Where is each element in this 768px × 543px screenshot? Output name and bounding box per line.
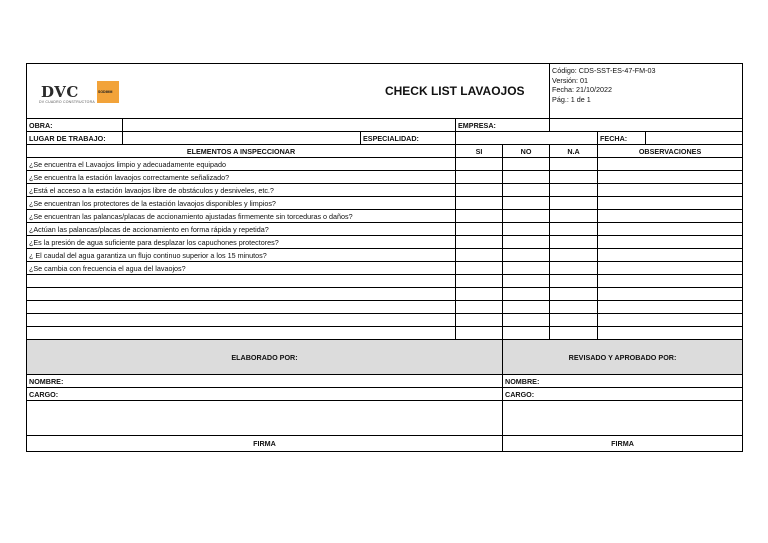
answer-no-cell[interactable] — [503, 249, 550, 262]
elaborado-nombre[interactable]: NOMBRE: — [27, 375, 503, 388]
elaborado-header: ELABORADO POR: — [27, 340, 503, 375]
answer-na-cell[interactable] — [550, 288, 598, 301]
answer-no-cell[interactable] — [503, 197, 550, 210]
question-text — [27, 327, 456, 340]
answer-no-cell[interactable] — [503, 210, 550, 223]
meta-fecha: Fecha: 21/10/2022 — [552, 85, 612, 94]
answer-no-cell[interactable] — [503, 301, 550, 314]
col-si: SI — [456, 145, 503, 158]
answer-si-cell[interactable] — [456, 158, 503, 171]
answer-no-cell[interactable] — [503, 223, 550, 236]
table-row — [27, 275, 743, 288]
answer-si-cell[interactable] — [456, 210, 503, 223]
answer-si-cell[interactable] — [456, 223, 503, 236]
answer-na-cell[interactable] — [550, 171, 598, 184]
revisado-header: REVISADO Y APROBADO POR: — [503, 340, 743, 375]
table-row — [27, 327, 743, 340]
question-text: ¿Se cambia con frecuencia el agua del lavaojos? — [27, 262, 456, 275]
question-rows — [27, 158, 743, 340]
answer-na-cell[interactable] — [550, 184, 598, 197]
document-meta — [550, 64, 743, 119]
table-row — [27, 210, 743, 223]
question-text: ¿Se encuentran las palancas/placas de accionamiento ajustadas firmemente sin torceduras o daños? — [27, 210, 456, 223]
answer-si-cell[interactable] — [456, 249, 503, 262]
observaciones-cell[interactable] — [598, 158, 743, 171]
col-elementos: ELEMENTOS A INSPECCIONAR — [27, 145, 456, 158]
empresa-field[interactable] — [550, 119, 743, 132]
answer-si-cell[interactable] — [456, 171, 503, 184]
empresa-label: EMPRESA: — [456, 119, 550, 132]
observaciones-cell[interactable] — [598, 184, 743, 197]
answer-si-cell[interactable] — [456, 262, 503, 275]
observaciones-cell[interactable] — [598, 327, 743, 340]
question-text: ¿Es la presión de agua suficiente para desplazar los capuchones protectores? — [27, 236, 456, 249]
observaciones-cell[interactable] — [598, 197, 743, 210]
question-text: ¿Está el acceso a la estación lavaojos libre de obstáculos y desniveles, etc.? — [27, 184, 456, 197]
table-row — [27, 262, 743, 275]
especialidad-label: ESPECIALIDAD: — [361, 132, 456, 145]
table-row — [27, 314, 743, 327]
meta-pag: Pág.: 1 de 1 — [552, 94, 591, 104]
answer-no-cell[interactable] — [503, 288, 550, 301]
observaciones-cell[interactable] — [598, 262, 743, 275]
document-title: CHECK LIST LAVAOJOS — [361, 64, 550, 119]
table-row — [27, 236, 743, 249]
sodimm-logo: SODIMM — [97, 81, 119, 103]
answer-si-cell[interactable] — [456, 236, 503, 249]
observaciones-cell[interactable] — [598, 275, 743, 288]
question-text — [27, 301, 456, 314]
answer-no-cell[interactable] — [503, 184, 550, 197]
observaciones-cell[interactable] — [598, 249, 743, 262]
observaciones-cell[interactable] — [598, 288, 743, 301]
answer-na-cell[interactable] — [550, 158, 598, 171]
meta-codigo: Código: CDS-SST-ES-47-FM-03 — [552, 66, 656, 75]
answer-si-cell[interactable] — [456, 275, 503, 288]
observaciones-cell[interactable] — [598, 236, 743, 249]
question-text: ¿Se encuentran los protectores de la estación lavaojos disponibles y limpios? — [27, 197, 456, 210]
meta-version: Versión: 01 — [552, 75, 588, 85]
answer-si-cell[interactable] — [456, 288, 503, 301]
revisado-firma: FIRMA — [503, 436, 743, 452]
checklist-sheet — [26, 63, 742, 452]
answer-na-cell[interactable] — [550, 314, 598, 327]
answer-si-cell[interactable] — [456, 197, 503, 210]
question-text: ¿Se encuentra el Lavaojos limpio y adecuadamente equipado — [27, 158, 456, 171]
revisado-signature-box[interactable] — [503, 401, 743, 436]
answer-no-cell[interactable] — [503, 236, 550, 249]
observaciones-cell[interactable] — [598, 223, 743, 236]
question-text — [27, 288, 456, 301]
answer-na-cell[interactable] — [550, 262, 598, 275]
elaborado-firma: FIRMA — [27, 436, 503, 452]
revisado-nombre[interactable]: NOMBRE: — [503, 375, 743, 388]
table-row — [27, 184, 743, 197]
observaciones-cell[interactable] — [598, 171, 743, 184]
answer-no-cell[interactable] — [503, 158, 550, 171]
dvc-logo-subtext: DV CUADRO CONSTRUCTORA — [39, 100, 95, 104]
answer-si-cell[interactable] — [456, 184, 503, 197]
answer-no-cell[interactable] — [503, 275, 550, 288]
col-no: NO — [503, 145, 550, 158]
observaciones-cell[interactable] — [598, 210, 743, 223]
answer-si-cell[interactable] — [456, 314, 503, 327]
table-row — [27, 288, 743, 301]
question-text: ¿ El caudal del agua garantiza un flujo continuo superior a los 15 minutos? — [27, 249, 456, 262]
answer-no-cell[interactable] — [503, 262, 550, 275]
answer-no-cell[interactable] — [503, 171, 550, 184]
table-row — [27, 171, 743, 184]
question-text: ¿Actúan las palancas/placas de accionamiento en forma rápida y repetida? — [27, 223, 456, 236]
answer-na-cell[interactable] — [550, 197, 598, 210]
lugar-field[interactable] — [123, 132, 361, 145]
answer-na-cell[interactable] — [550, 223, 598, 236]
col-na: N.A — [550, 145, 598, 158]
obra-field[interactable] — [123, 119, 456, 132]
answer-na-cell[interactable] — [550, 210, 598, 223]
especialidad-field[interactable] — [456, 132, 598, 145]
checklist-table — [26, 63, 743, 452]
table-row — [27, 249, 743, 262]
answer-na-cell[interactable] — [550, 249, 598, 262]
answer-na-cell[interactable] — [550, 327, 598, 340]
answer-no-cell[interactable] — [503, 327, 550, 340]
observaciones-cell[interactable] — [598, 314, 743, 327]
answer-si-cell[interactable] — [456, 301, 503, 314]
lugar-label: LUGAR DE TRABAJO: — [27, 132, 123, 145]
col-observaciones: OBSERVACIONES — [598, 145, 743, 158]
obra-label: OBRA: — [27, 119, 123, 132]
answer-na-cell[interactable] — [550, 275, 598, 288]
table-row — [27, 301, 743, 314]
answer-na-cell[interactable] — [550, 301, 598, 314]
table-row — [27, 158, 743, 171]
answer-no-cell[interactable] — [503, 314, 550, 327]
elaborado-cargo[interactable]: CARGO: — [27, 388, 503, 401]
observaciones-cell[interactable] — [598, 301, 743, 314]
table-row — [27, 223, 743, 236]
elaborado-signature-box[interactable] — [27, 401, 503, 436]
question-text — [27, 275, 456, 288]
answer-na-cell[interactable] — [550, 236, 598, 249]
logo-area — [27, 64, 361, 119]
fecha-field[interactable] — [646, 132, 743, 145]
question-text — [27, 314, 456, 327]
table-row — [27, 197, 743, 210]
fecha-label: FECHA: — [598, 132, 646, 145]
question-text: ¿Se encuentra la estación lavaojos correctamente señalizado? — [27, 171, 456, 184]
revisado-cargo[interactable]: CARGO: — [503, 388, 743, 401]
dvc-logo: DVC — [41, 83, 79, 101]
answer-si-cell[interactable] — [456, 327, 503, 340]
